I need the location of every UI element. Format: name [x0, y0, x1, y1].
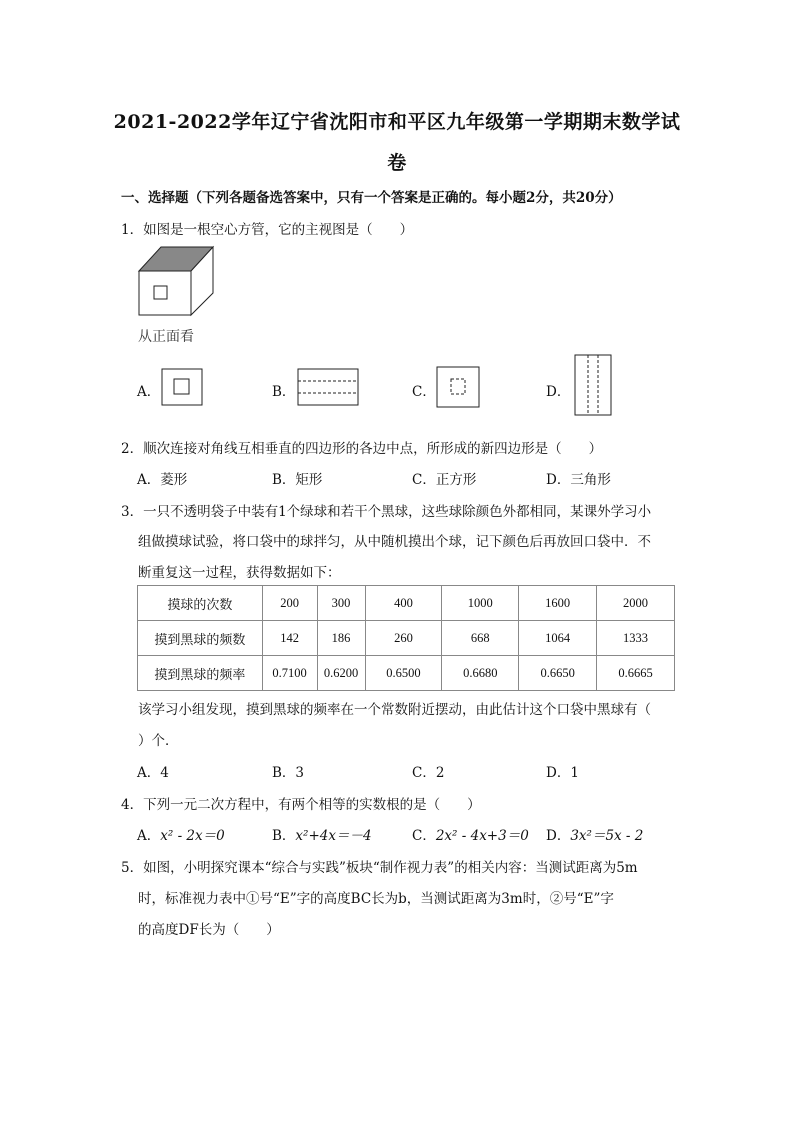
table-cell: 0.6650: [519, 656, 597, 691]
question-3-after2: ）个．: [138, 733, 179, 749]
q3-option-c: C．2: [412, 765, 445, 781]
question-4-text: 4．下列一元二次方程中，有两个相等的实数根的是（ ）: [121, 797, 481, 813]
question-5-line3: 的高度DF长为（ ）: [138, 922, 280, 938]
q4-option-c: [412, 824, 529, 844]
question-1-text: 1．如图是一根空心方管，它的主视图是（ ）: [121, 222, 414, 238]
question-5-line2: 时，标准视力表中①号“E”字的高度BC长为b，当测试距离为3m时，②号“E”字: [138, 891, 614, 907]
table-row: [138, 656, 675, 691]
table-cell: 186: [317, 621, 365, 656]
q4-option-a-label: A．: [137, 828, 161, 844]
table-cell: 摸球的次数: [138, 586, 263, 621]
figure-caption: 从正面看: [138, 329, 194, 345]
table-cell: 400: [365, 586, 442, 621]
table-row: [138, 621, 675, 656]
table-cell: 0.7100: [262, 656, 317, 691]
q1-option-d-figure: [574, 354, 614, 418]
table-cell: 142: [262, 621, 317, 656]
hollow-square-tube-figure: [137, 243, 217, 318]
question-2-text: 2．顺次连接对角线互相垂直的四边形的各边中点，所形成的新四边形是（ ）: [121, 441, 603, 457]
q4-option-d-equation: 3x²＝5x - 2: [570, 828, 644, 844]
table-cell: 1600: [519, 586, 597, 621]
q1-option-a-figure: [161, 368, 205, 408]
exam-title-line1: 2021-2022学年辽宁省沈阳市和平区九年级第一学期期末数学试: [113, 111, 681, 133]
table-cell: 200: [262, 586, 317, 621]
q2-option-c: C．正方形: [412, 472, 477, 488]
q4-option-c-label: C．: [412, 828, 436, 844]
q3-option-b: B．3: [272, 765, 305, 781]
q4-option-d-label: D．: [546, 828, 571, 844]
q4-option-a-equation: x² - 2x＝0: [160, 828, 225, 844]
table-cell: 0.6500: [365, 656, 442, 691]
table-cell: 1000: [442, 586, 519, 621]
table-cell: 1333: [597, 621, 675, 656]
q1-option-b-figure: [297, 368, 361, 408]
section-heading: 一、选择题（下列各题备选答案中，只有一个答案是正确的。每小题2分，共20分）: [121, 190, 622, 206]
q4-option-c-equation: 2x² - 4x+3＝0: [435, 828, 529, 844]
q1-option-c-label: C．: [412, 384, 436, 400]
question-3-line1: 3．一只不透明袋子中装有1个绿球和若干个黑球，这些球除颜色外都相同，某课外学习小: [121, 504, 652, 520]
exam-title-line2: 卷: [387, 152, 407, 174]
table-cell: 0.6680: [442, 656, 519, 691]
table-cell: 300: [317, 586, 365, 621]
q4-option-b: [272, 824, 372, 844]
q2-option-d: D．三角形: [546, 472, 611, 488]
q3-option-d: D．1: [546, 765, 579, 781]
table-cell: 0.6665: [597, 656, 675, 691]
q4-option-b-label: B．: [272, 828, 296, 844]
table-cell: 0.6200: [317, 656, 365, 691]
table-cell: 668: [442, 621, 519, 656]
table-cell: 摸到黑球的频率: [138, 656, 263, 691]
q2-option-a: A．菱形: [137, 472, 188, 488]
q4-option-d: [546, 824, 643, 844]
q1-option-c-figure: [436, 366, 482, 410]
question-3-line3: 断重复这一过程，获得数据如下：: [138, 565, 341, 581]
q2-option-b: B．矩形: [272, 472, 323, 488]
table-cell: 260: [365, 621, 442, 656]
table-row: [138, 586, 675, 621]
question-3-line2: 组做摸球试验，将口袋中的球拌匀，从中随机摸出个球，记下颜色后再放回口袋中．不: [138, 534, 651, 550]
q3-option-a: A．4: [137, 765, 169, 781]
q1-option-a-label: A．: [137, 384, 161, 400]
ball-experiment-table: [137, 585, 675, 691]
q4-option-b-equation: x²+4x＝－4: [295, 828, 372, 844]
question-3-after1: 该学习小组发现，摸到黑球的频率在一个常数附近摆动，由此估计这个口袋中黑球有（: [138, 702, 651, 718]
table-cell: 2000: [597, 586, 675, 621]
q1-option-b-label: B．: [272, 384, 296, 400]
q4-option-a: [137, 824, 225, 844]
table-cell: 1064: [519, 621, 597, 656]
table-cell: 摸到黑球的频数: [138, 621, 263, 656]
question-5-line1: 5．如图，小明探究课本“综合与实践”板块“制作视力表”的相关内容：当测试距离为5m: [121, 860, 638, 876]
q1-option-d-label: D．: [546, 384, 571, 400]
